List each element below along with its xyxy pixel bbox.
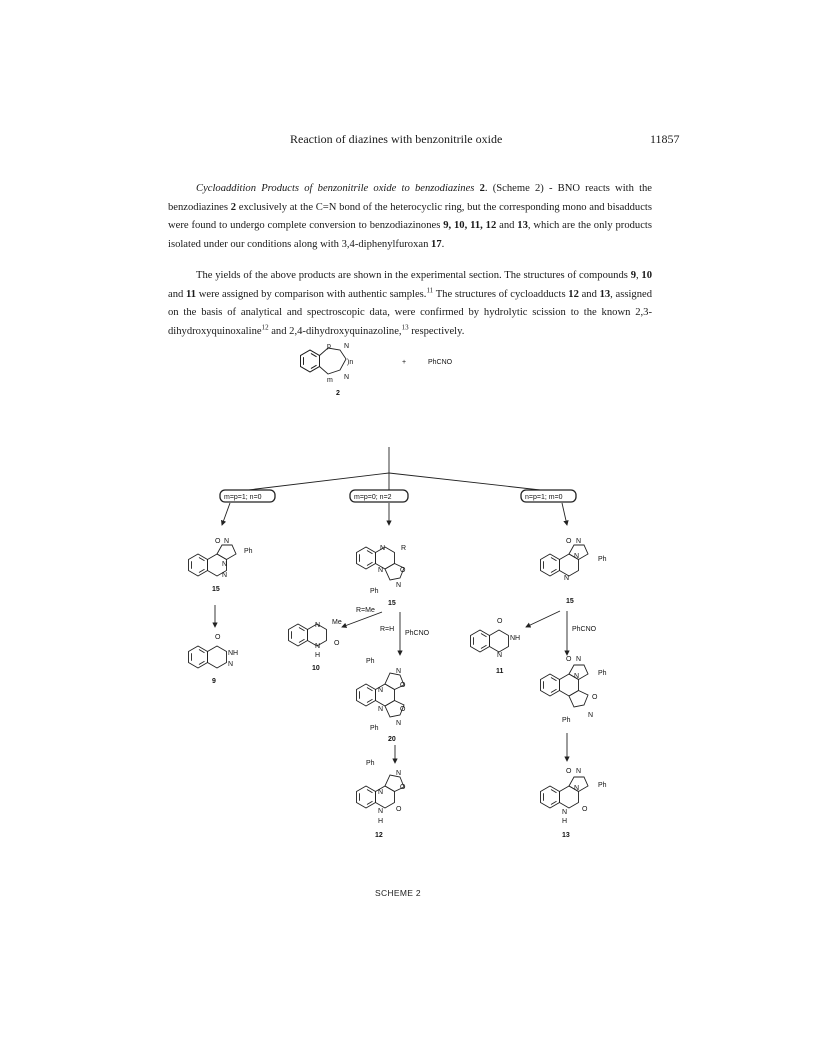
section-lead: Cycloaddition Products of benzonitrile oxide to benzodiazines	[196, 183, 475, 194]
atom-n: N	[588, 712, 594, 719]
atom-ph: Ph	[598, 670, 607, 677]
plus-sign: +	[402, 359, 407, 366]
atom-ph: Ph	[598, 556, 607, 563]
text-run: and	[578, 288, 600, 300]
atom-o: O	[215, 538, 221, 545]
compound-ref: 17	[431, 238, 442, 250]
atom-h: H	[378, 818, 384, 825]
text-run: were assigned by comparison with authentic samples.	[196, 288, 427, 300]
compound-ref: 11	[186, 288, 197, 300]
reagent-label: PhCNO	[405, 630, 430, 637]
atom-o: O	[215, 634, 221, 641]
atom-n: N	[574, 785, 580, 792]
atom-o: O	[400, 682, 406, 689]
atom-o: O	[582, 806, 588, 813]
compound-ref: 12	[568, 288, 579, 300]
atom-o: O	[592, 694, 598, 701]
left-product	[189, 634, 239, 685]
compound-label: 9	[212, 678, 216, 685]
reaction-scheme	[160, 343, 660, 855]
compound-label: 13	[562, 832, 570, 839]
atom-n: N	[380, 545, 386, 552]
atom-n: N	[315, 643, 321, 650]
atom-n: N	[576, 538, 582, 545]
starting-benzodiazine	[301, 343, 453, 397]
text-run: The yields of the above products are shown in the experimental section. The structures of compounds	[196, 270, 631, 281]
atom-ph: Ph	[370, 588, 379, 595]
atom-ph: Ph	[366, 658, 375, 665]
text-run: exclusively at the C=N bond of the heterocyclic ring, but the corresponding mono and bisadducts were found to undergo complete conversion to benzodiazinones	[168, 201, 652, 232]
compound-ref: 9	[630, 270, 636, 281]
condition-r-me: R=Me	[356, 607, 375, 614]
atom-n: N	[396, 582, 402, 589]
ring-label-m: m	[327, 377, 333, 384]
atom-n: N	[378, 567, 384, 574]
atom-n: N	[576, 768, 582, 775]
atom-n: N	[562, 809, 568, 816]
paragraph-2	[168, 267, 652, 341]
compound-ref: 2	[479, 183, 485, 194]
reference-mark: 11	[426, 286, 434, 295]
atom-n: N	[228, 661, 234, 668]
atom-me: Me	[332, 619, 342, 626]
atom-nh: NH	[510, 635, 521, 642]
right-side-product	[471, 618, 521, 675]
atom-h: H	[562, 818, 568, 825]
paragraph-1	[168, 180, 652, 254]
atom-n: N	[315, 622, 321, 629]
right-adduct	[541, 538, 607, 605]
compound-label: 11	[496, 668, 504, 675]
atom-n: N	[224, 538, 230, 545]
compound-label: 15	[388, 600, 396, 607]
atom-o: O	[396, 806, 402, 813]
text-run: . (Scheme 2) - BNO reacts with the benzodiazines	[168, 183, 653, 213]
arrow	[562, 503, 567, 525]
atom-ph: Ph	[366, 760, 375, 767]
atom-n: N	[574, 673, 580, 680]
reagent-label: PhCNO	[428, 359, 453, 366]
atom-n: N	[574, 553, 580, 560]
left-adduct	[189, 538, 253, 593]
atom-n: N	[344, 374, 350, 381]
text-run: ,	[635, 270, 642, 281]
atom-o: O	[566, 538, 572, 545]
atom-o: O	[400, 567, 406, 574]
atom-o: O	[400, 784, 406, 791]
reference-mark: 13	[401, 323, 409, 332]
atom-r: R	[401, 545, 407, 552]
atom-n: N	[378, 687, 384, 694]
arrow	[526, 611, 560, 627]
compound-ref: 9, 10, 11, 12	[443, 220, 497, 232]
atom-n: N	[396, 770, 402, 777]
text-run: respectively.	[408, 325, 465, 337]
atom-h: H	[315, 652, 321, 659]
compound-ref: 13	[599, 288, 611, 300]
text-run: and	[168, 288, 186, 300]
page-number: 11857	[650, 132, 680, 146]
compound-ref: 2	[230, 201, 237, 213]
atom-n: N	[378, 808, 384, 815]
atom-o: O	[566, 656, 572, 663]
atom-n: N	[564, 575, 570, 582]
condition-right: n=p=1; m=0	[525, 494, 563, 501]
condition-box-right	[521, 490, 576, 502]
atom-n: N	[222, 572, 228, 579]
compound-label: 12	[375, 832, 383, 839]
right-bisadduct	[541, 656, 607, 724]
running-title: Reaction of diazines with benzonitrile oxide	[290, 132, 503, 146]
condition-left: m=p=1; n=0	[224, 494, 262, 501]
mid-adduct	[357, 545, 407, 607]
atom-n: N	[378, 789, 384, 796]
text-run: .	[441, 238, 445, 250]
atom-n: N	[576, 656, 582, 663]
text-run: , which are the only products isolated under our conditions along with 3,4-diphenylfuroxan	[168, 220, 652, 250]
mid-side-product	[289, 619, 342, 672]
atom-ph: Ph	[562, 717, 571, 724]
condition-box-mid	[350, 490, 408, 502]
atom-n: N	[344, 343, 350, 350]
atom-ph: Ph	[598, 782, 607, 789]
atom-o: O	[566, 768, 572, 775]
compound-ref: 13	[517, 220, 528, 232]
compound-label: 10	[312, 665, 320, 672]
compound-label: 15	[212, 586, 220, 593]
compound-label-2: 2	[336, 390, 340, 397]
ring-label-n: )n	[347, 359, 354, 366]
mid-bisadduct	[357, 658, 407, 743]
text-run: and	[496, 220, 518, 232]
mid-final-product	[357, 760, 407, 839]
reference-mark: 12	[261, 323, 269, 332]
reagent-label: PhCNO	[572, 626, 597, 633]
atom-ph: Ph	[244, 548, 253, 555]
arrow	[222, 503, 230, 525]
condition-box-left	[220, 490, 275, 502]
atom-n: N	[396, 720, 402, 727]
atom-n: N	[378, 706, 384, 713]
compound-label: 15	[566, 598, 574, 605]
text-run: The structures of cycloadducts	[433, 288, 569, 300]
arrow	[342, 612, 382, 627]
text-run: , assigned on the basis of analytical and spectroscopic data, were confirmed by hydrolytic scission to the known 2,3-dihydroxyquinoxaline	[168, 288, 653, 337]
atom-n: N	[396, 668, 402, 675]
atom-o: O	[497, 618, 503, 625]
atom-nh: NH	[228, 650, 239, 657]
condition-r-h: R=H	[380, 626, 395, 633]
compound-label: 20	[388, 736, 396, 743]
scheme-caption: SCHEME 2	[375, 888, 421, 898]
text-run: and 2,4-dihydroxyquinazoline,	[268, 325, 402, 337]
right-final-product	[541, 768, 607, 839]
atom-n: N	[497, 652, 503, 659]
condition-mid: m=p=0; n=2	[354, 494, 392, 501]
atom-o: O	[400, 706, 406, 713]
compound-ref: 10	[641, 270, 653, 281]
atom-n: N	[222, 561, 228, 568]
ring-label-p: p	[327, 343, 331, 350]
atom-ph: Ph	[370, 725, 379, 732]
atom-o: O	[334, 640, 340, 647]
